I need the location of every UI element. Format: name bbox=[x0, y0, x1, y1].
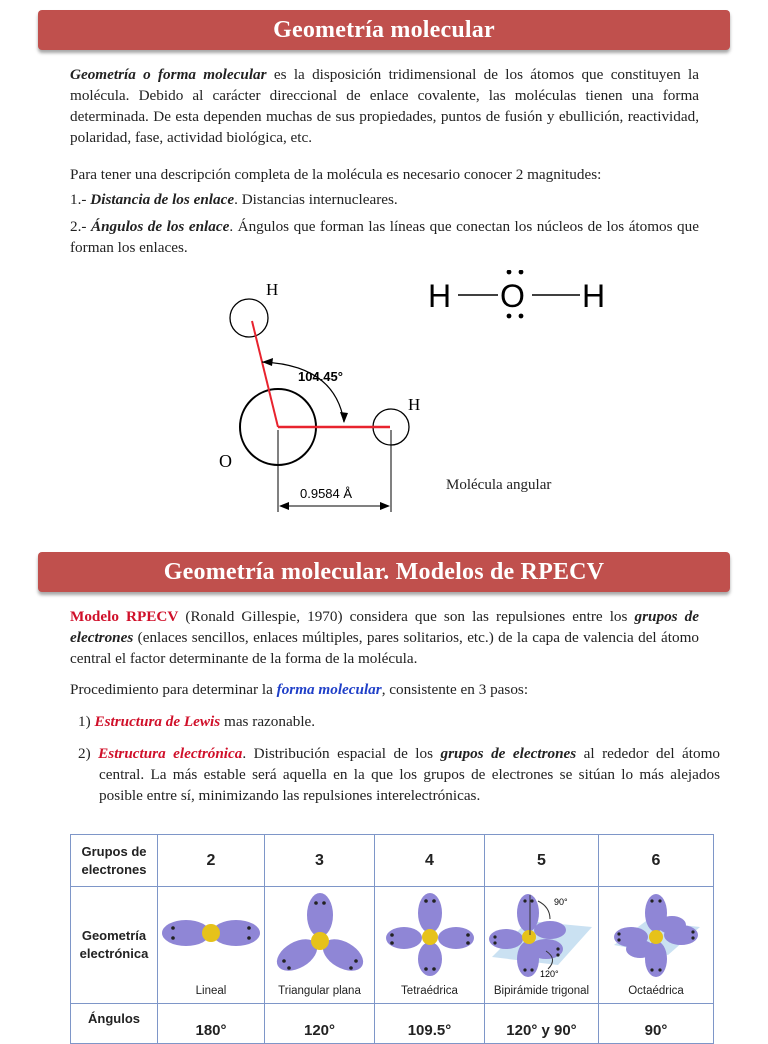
step2-number: 2) bbox=[78, 745, 99, 762]
geometry-label: Geometría electrónica bbox=[71, 887, 158, 1004]
geometry-name: Triangular plana bbox=[278, 985, 361, 997]
water-geometry-diagram bbox=[0, 270, 768, 520]
angle-value: 120° y 90° bbox=[485, 1004, 599, 1044]
angles-label: Ángulos bbox=[71, 1004, 158, 1044]
item2-term: Ángulos de los enlace bbox=[90, 218, 230, 235]
header-label: Grupos de electrones bbox=[71, 835, 158, 887]
geometry-name: Octaédrica bbox=[628, 985, 684, 997]
geometry-cell bbox=[158, 887, 265, 1004]
octahedral-geometry-icon bbox=[606, 893, 706, 979]
procedure-prefix: Procedimiento para determinar la bbox=[70, 681, 277, 698]
table-row bbox=[71, 835, 714, 887]
intro-paragraph bbox=[70, 64, 699, 148]
group-count: 5 bbox=[485, 835, 599, 887]
intro-term: Geometría o forma molecular bbox=[70, 66, 267, 83]
angle-value: 90° bbox=[599, 1004, 714, 1044]
lewis-h-right: H bbox=[582, 278, 606, 314]
step1-text: mas razonable. bbox=[220, 713, 316, 730]
item1-term: Distancia de los enlace bbox=[90, 191, 235, 208]
step2-term-2: grupos de electrones bbox=[440, 745, 577, 762]
group-count: 6 bbox=[599, 835, 714, 887]
geometry-table bbox=[70, 834, 714, 1044]
angle-value: 120° bbox=[265, 1004, 375, 1044]
dimension-arrow-left bbox=[279, 502, 289, 510]
group-count: 2 bbox=[158, 835, 265, 887]
angle-value: 109.5° bbox=[375, 1004, 485, 1044]
step2-text-2: al rededor del átomo central. La más estable será aquella en la que los grupos de electrones se sitúan lo más alejados posible entre sí, minimizando las repulsiones interelectrónicas. bbox=[99, 745, 721, 804]
lone-pair-top-dot bbox=[519, 270, 524, 274]
item1-text: . Distancias internucleares. bbox=[234, 191, 398, 208]
rpecv-paragraph bbox=[70, 606, 699, 669]
item2-text: . Ángulos que forman las líneas que conectan los núcleos de los átomos que forman los enlaces. bbox=[70, 218, 699, 256]
item2-number: 2.- bbox=[70, 218, 91, 235]
label-h-right: H bbox=[408, 395, 421, 414]
angle-arrow-end bbox=[340, 412, 348, 423]
distance-label: 0.9584 Å bbox=[300, 486, 353, 501]
geometry-cell bbox=[265, 887, 375, 1004]
trigonal-planar-geometry-icon bbox=[270, 893, 370, 977]
section-title-rpecv: Geometría molecular. Modelos de RPECV bbox=[38, 552, 730, 592]
trigonal-bipyramidal-geometry-icon bbox=[488, 893, 596, 979]
step1-term: Estructura de Lewis bbox=[94, 713, 221, 730]
geometry-cell bbox=[599, 887, 714, 1004]
lone-pair-bottom-dot bbox=[519, 314, 524, 319]
procedure-term: forma molecular bbox=[276, 681, 382, 698]
group-count: 3 bbox=[265, 835, 375, 887]
tetrahedral-geometry-icon bbox=[380, 893, 480, 977]
tbp-angle-bottom-label: 120° bbox=[539, 969, 559, 979]
model-term-2: grupos de electrones bbox=[70, 608, 699, 646]
linear-geometry-icon bbox=[161, 893, 261, 973]
step2-text-1: . Distribución espacial de los bbox=[242, 745, 441, 762]
geometry-name: Tetraédrica bbox=[401, 985, 458, 997]
magnitude-item-2 bbox=[70, 216, 699, 258]
section-title-geometria: Geometría molecular bbox=[38, 10, 730, 50]
angle-value: 180° bbox=[158, 1004, 265, 1044]
label-o: O bbox=[219, 451, 232, 471]
tbp-angle-top-label: 90° bbox=[553, 897, 568, 907]
hydrogen-top-atom bbox=[230, 299, 268, 337]
angle-label: 104.45° bbox=[298, 369, 343, 384]
lewis-h-left: H bbox=[428, 278, 452, 314]
geometry-name: Bipirámide trigonal bbox=[493, 985, 590, 997]
item1-number: 1.- bbox=[70, 191, 91, 208]
label-h-top: H bbox=[266, 280, 279, 299]
model-text-1: (Ronald Gillespie, 1970) considera que son las repulsiones entre los bbox=[178, 608, 635, 625]
lone-pair-bottom-dot bbox=[507, 314, 512, 319]
group-count: 4 bbox=[375, 835, 485, 887]
dimension-arrow-right bbox=[380, 502, 390, 510]
geometry-cell bbox=[485, 887, 599, 1004]
magnitudes-text: Para tener una descripción completa de la molécula es necesario conocer 2 magnitudes: bbox=[70, 166, 602, 183]
lone-pair-top-dot bbox=[507, 270, 512, 274]
model-term: Modelo RPECV bbox=[70, 608, 179, 625]
magnitude-item-1 bbox=[70, 189, 398, 210]
step1-number: 1) bbox=[78, 713, 95, 730]
step-2 bbox=[78, 743, 720, 806]
table-row bbox=[71, 887, 714, 1004]
geometry-cell bbox=[375, 887, 485, 1004]
geometry-name: Lineal bbox=[195, 985, 227, 997]
diagram-caption: Molécula angular bbox=[446, 477, 552, 493]
step2-term: Estructura electrónica bbox=[98, 745, 243, 762]
procedure-text bbox=[70, 679, 528, 700]
procedure-suffix: , consistente en 3 pasos: bbox=[381, 681, 529, 698]
model-text-2: (enlaces sencillos, enlaces múltiples, pares solitarios, etc.) de la capa de valencia del átomo central el factor determinante de la forma de la molécula. bbox=[70, 629, 699, 667]
intro-text: es la disposición tridimensional de los átomos que constituyen la molécula. Debido al carácter direccional de enlace covalente, las moléculas tienen una forma determinada. De esta dependen muchas de sus propiedades, puntos de fusión y ebullición, reactividad, polaridad, fase, actividad biológica, etc. bbox=[70, 66, 699, 146]
step-1 bbox=[78, 711, 315, 732]
bond-o-h-top bbox=[252, 321, 278, 427]
lewis-o: O bbox=[500, 278, 525, 314]
